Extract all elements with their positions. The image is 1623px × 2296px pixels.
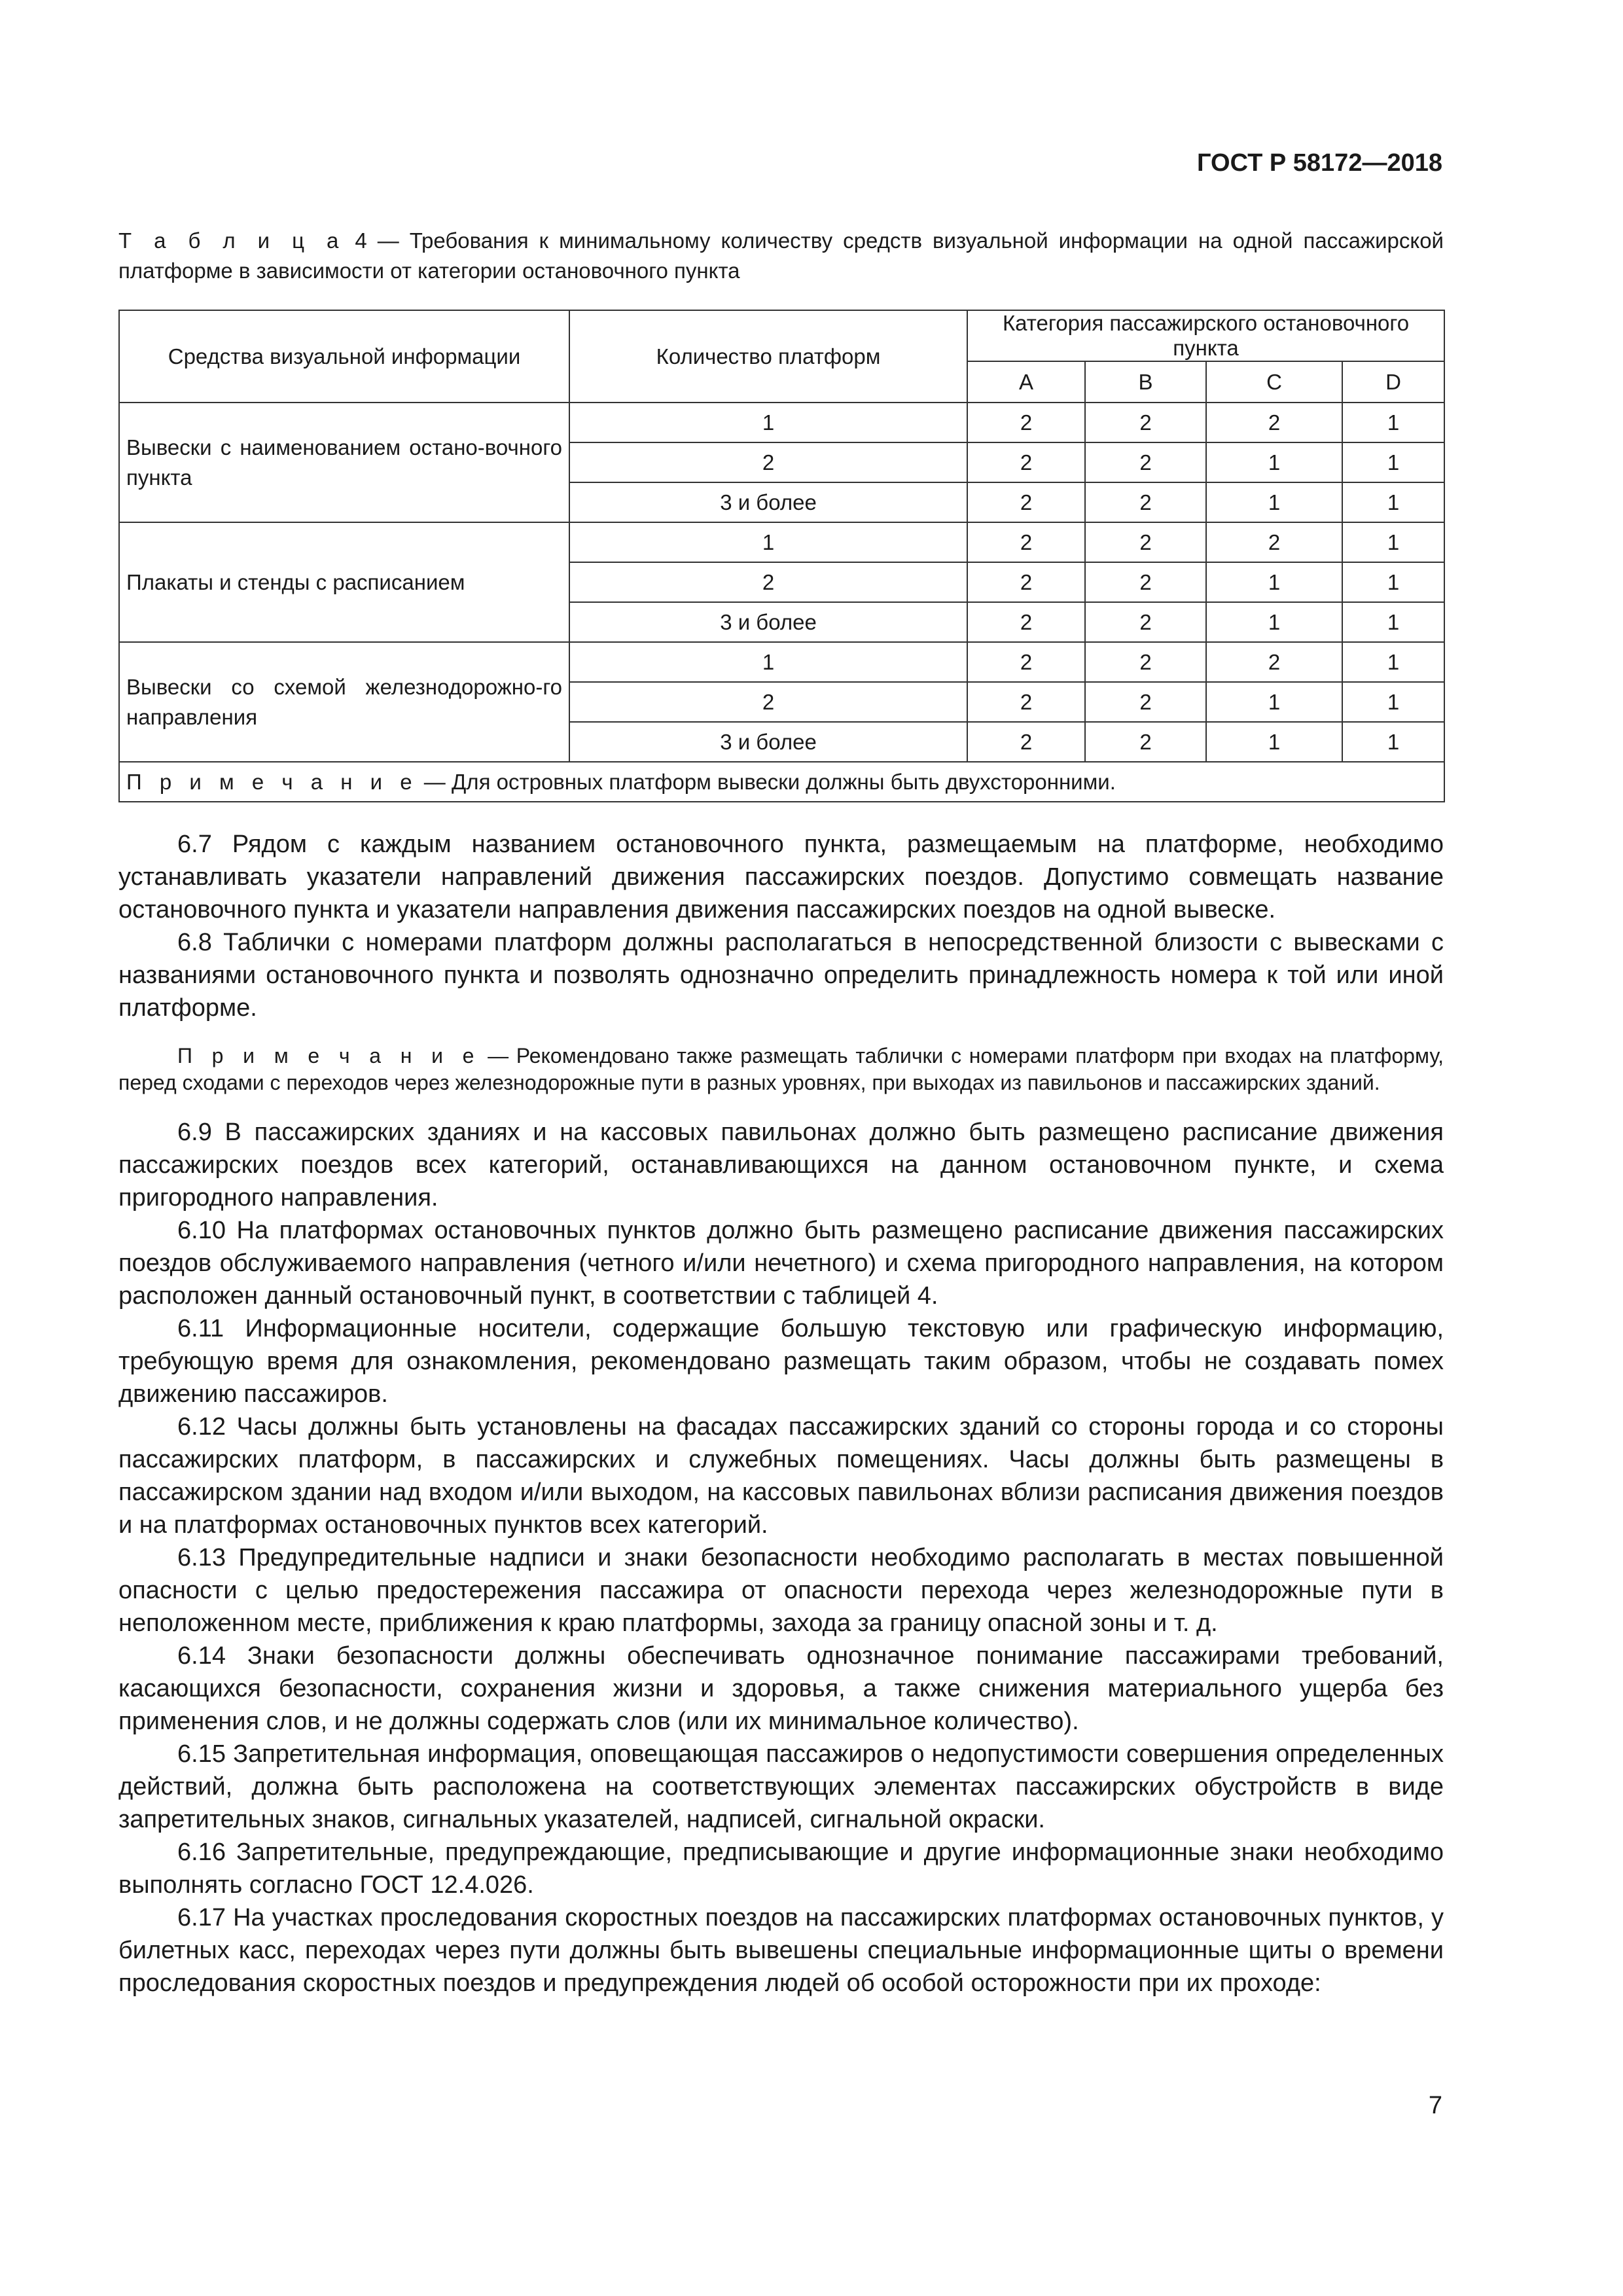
document-id: ГОСТ Р 58172—2018 xyxy=(1197,149,1442,177)
paragraph-6-10: 6.10 На платформах остановочных пунктов должно быть размещено расписание движения пассажирских поездов обслуживаемого направления (четного и/или нечетного) и схема пригородного направления, на котором расположен данный остановочный пункт, в соответствии с таблицей 4. xyxy=(118,1217,1444,1310)
row-group-label: Вывески с наименованием остано-вочного пункта xyxy=(119,403,569,522)
value-cell: 2 xyxy=(967,722,1085,762)
platform-count-cell: 1 xyxy=(569,642,967,682)
category-header-b: B xyxy=(1085,361,1206,403)
row-group-label: Плакаты и стенды с расписанием xyxy=(119,522,569,642)
value-cell: 2 xyxy=(1085,562,1206,602)
body-text xyxy=(118,828,1444,2000)
value-cell: 2 xyxy=(967,442,1085,482)
paragraph-6-17: 6.17 На участках проследования скоростных поездов на пассажирских платформах остановочных пунктов, у билетных касс, переходах через пути должны быть вывешены специальные информационные щиты о времени проследования скоростных поездов и предупреждения людей об особой осторожности при их проходе: xyxy=(118,1904,1444,1997)
value-cell: 2 xyxy=(1206,642,1342,682)
value-cell: 1 xyxy=(1342,562,1444,602)
value-cell: 1 xyxy=(1206,562,1342,602)
column-header-category: Категория пассажирского остановочного пункта xyxy=(967,310,1444,361)
note-label: П р и м е ч а н и е xyxy=(177,1044,480,1067)
column-header-means: Средства визуальной информации xyxy=(119,310,569,403)
value-cell: 1 xyxy=(1342,403,1444,442)
value-cell: 2 xyxy=(967,562,1085,602)
value-cell: 1 xyxy=(1206,602,1342,642)
category-header-a: A xyxy=(967,361,1085,403)
paragraph-6-13: 6.13 Предупредительные надписи и знаки безопасности необходимо располагать в местах повышенной опасности с целью предостережения пассажира от опасности перехода через железнодорожные пути в неположенном месте, приближения к краю платформы, захода за границу опасной зоны и т. д. xyxy=(118,1544,1444,1637)
value-cell: 2 xyxy=(1085,722,1206,762)
value-cell: 2 xyxy=(1085,482,1206,522)
value-cell: 1 xyxy=(1206,682,1342,722)
note-text: — Рекомендовано также размещать таблички с номерами платформ при входах на платформу, перед сходами с переходов через железнодорожные пути в разных уровнях, при выходах из павильонов и пассажирских зданий. xyxy=(118,1044,1444,1094)
value-cell: 2 xyxy=(1085,403,1206,442)
value-cell: 2 xyxy=(1085,682,1206,722)
table-note-label: П р и м е ч а н и е xyxy=(126,769,418,794)
platform-count-cell: 2 xyxy=(569,682,967,722)
row-group-label: Вывески со схемой железнодорожно-го направления xyxy=(119,642,569,762)
value-cell: 1 xyxy=(1342,482,1444,522)
table-row xyxy=(119,522,1444,562)
table-caption xyxy=(118,226,1444,286)
table-caption-label: Т а б л и ц а xyxy=(118,228,345,253)
table-note xyxy=(119,762,1444,802)
platform-count-cell: 3 и более xyxy=(569,722,967,762)
value-cell: 2 xyxy=(1206,403,1342,442)
paragraph-6-16: 6.16 Запретительные, предупреждающие, предписывающие и другие информационные знаки необходимо выполнять согласно ГОСТ 12.4.026. xyxy=(118,1839,1444,1899)
value-cell: 1 xyxy=(1206,722,1342,762)
value-cell: 1 xyxy=(1342,722,1444,762)
note-paragraph xyxy=(118,1043,1444,1096)
value-cell: 1 xyxy=(1206,482,1342,522)
table-note-text: — Для островных платформ вывески должны быть двухсторонними. xyxy=(418,769,1116,794)
platform-count-cell: 1 xyxy=(569,403,967,442)
value-cell: 2 xyxy=(1206,522,1342,562)
platform-count-cell: 2 xyxy=(569,562,967,602)
platform-count-cell: 3 и более xyxy=(569,602,967,642)
platform-count-cell: 2 xyxy=(569,442,967,482)
value-cell: 2 xyxy=(967,482,1085,522)
paragraph-6-12: 6.12 Часы должны быть установлены на фасадах пассажирских зданий со стороны города и со стороны пассажирских платформ, в пассажирских и служебных помещениях. Часы должны быть размещены в пассажирском здании над входом и/или выходом, на кассовых павильонах вблизи расписания движения поездов и на платформах остановочных пунктов всех категорий. xyxy=(118,1413,1444,1539)
table-caption-text: 4 — Требования к минимальному количеству средств визуальной информации на одной пассажирской платформе в зависимости от категории остановочного пункта xyxy=(118,228,1444,283)
paragraph-6-8: 6.8 Таблички с номерами платформ должны располагаться в непосредственной близости с вывесками с названиями остановочного пункта и позволять однозначно определить принадлежность номера к той или иной платформе. xyxy=(118,929,1444,1022)
requirements-table xyxy=(118,310,1445,802)
value-cell: 2 xyxy=(1085,442,1206,482)
platform-count-cell: 1 xyxy=(569,522,967,562)
paragraph-6-7: 6.7 Рядом с каждым названием остановочного пункта, размещаемым на платформе, необходимо устанавливать указатели направлений движения пассажирских поездов. Допустимо совмещать название остановочного пункта и указатели направления движения пассажирских поездов на одной вывеске. xyxy=(118,831,1444,924)
category-header-d: D xyxy=(1342,361,1444,403)
page-number: 7 xyxy=(1428,2092,1442,2119)
value-cell: 2 xyxy=(1085,642,1206,682)
category-header-c: C xyxy=(1206,361,1342,403)
table-row xyxy=(119,403,1444,442)
column-header-platform-count: Количество платформ xyxy=(569,310,967,403)
value-cell: 1 xyxy=(1342,682,1444,722)
value-cell: 2 xyxy=(967,682,1085,722)
paragraph-6-9: 6.9 В пассажирских зданиях и на кассовых павильонах должно быть размещено расписание движения пассажирских поездов всех категорий, останавливающихся на данном остановочном пункте, и схема пригородного направления. xyxy=(118,1119,1444,1211)
value-cell: 2 xyxy=(1085,522,1206,562)
value-cell: 1 xyxy=(1206,442,1342,482)
value-cell: 2 xyxy=(967,522,1085,562)
value-cell: 1 xyxy=(1342,522,1444,562)
value-cell: 1 xyxy=(1342,442,1444,482)
value-cell: 1 xyxy=(1342,602,1444,642)
table-row xyxy=(119,642,1444,682)
paragraph-6-15: 6.15 Запретительная информация, оповещающая пассажиров о недопустимости совершения определенных действий, должна быть расположена на соответствующих элементах пассажирских обустройств в виде запретительных знаков, сигнальных указателей, надписей, сигнальной окраски. xyxy=(118,1740,1444,1833)
value-cell: 2 xyxy=(1085,602,1206,642)
value-cell: 2 xyxy=(967,642,1085,682)
value-cell: 2 xyxy=(967,403,1085,442)
paragraph-6-11: 6.11 Информационные носители, содержащие большую текстовую или графическую информацию, требующую время для ознакомления, рекомендовано размещать таким образом, чтобы не создавать помех движению пассажиров. xyxy=(118,1315,1444,1408)
value-cell: 2 xyxy=(967,602,1085,642)
platform-count-cell: 3 и более xyxy=(569,482,967,522)
paragraph-6-14: 6.14 Знаки безопасности должны обеспечивать однозначное понимание пассажирами требований, касающихся безопасности, сохранения жизни и здоровья, а также снижения материального ущерба без применения слов, и не должны содержать слов (или их минимальное количество). xyxy=(118,1642,1444,1735)
value-cell: 1 xyxy=(1342,642,1444,682)
